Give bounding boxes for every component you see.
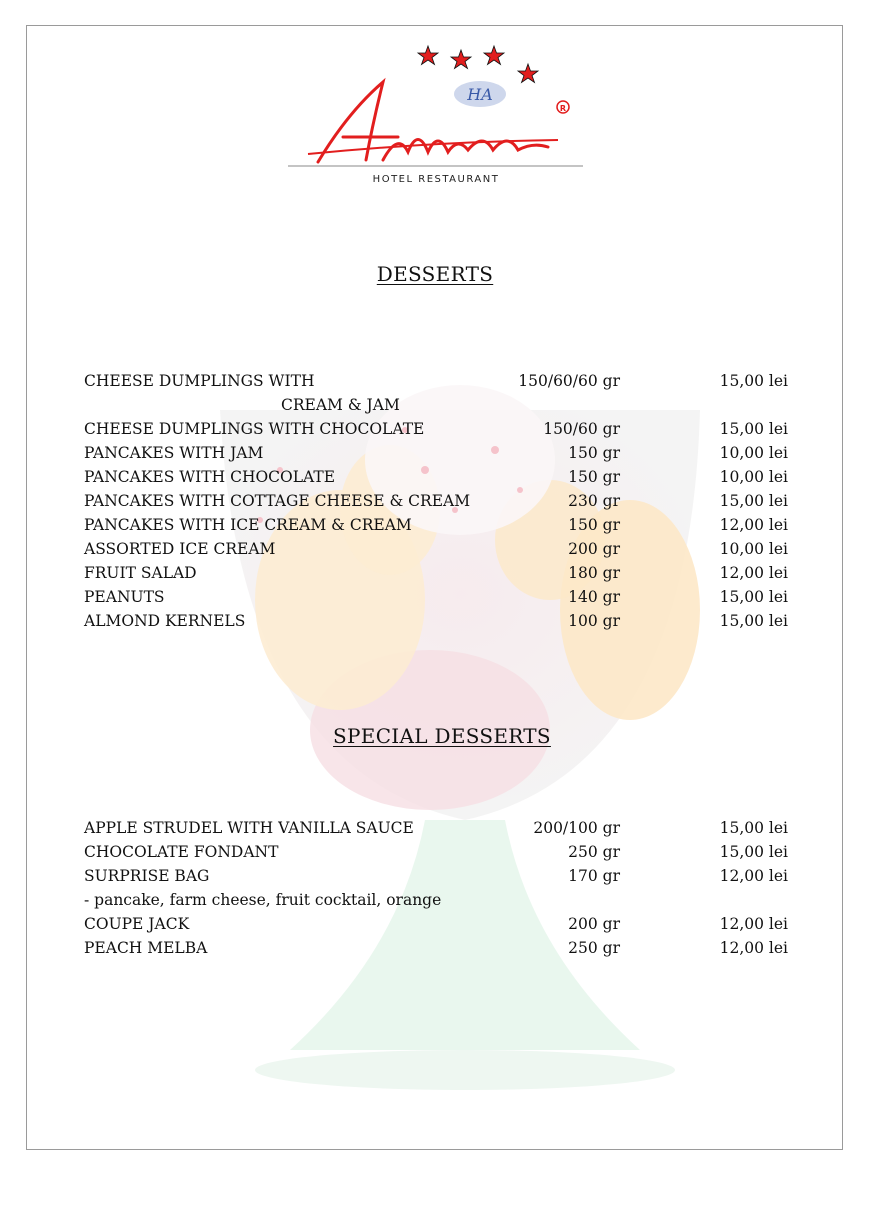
menu-item [84, 561, 794, 585]
menu-item [84, 513, 794, 537]
item-weight: 200 gr [568, 540, 620, 558]
item-name: ALMOND KERNELS [84, 612, 246, 630]
svg-text:HA: HA [467, 85, 493, 104]
item-price: 12,00 lei [719, 915, 788, 933]
menu-item [84, 441, 794, 465]
menu-item [84, 369, 794, 393]
menu-item [84, 537, 794, 561]
item-weight: 230 gr [568, 492, 620, 510]
item-weight: 150/60 gr [543, 420, 620, 438]
item-name: COUPE JACK [84, 915, 190, 933]
item-price: 15,00 lei [719, 843, 788, 861]
item-price: 10,00 lei [719, 540, 788, 558]
item-subline: - pancake, farm cheese, fruit cocktail, orange [84, 891, 442, 909]
item-price: 15,00 lei [719, 588, 788, 606]
item-name: PEANUTS [84, 588, 165, 606]
item-weight: 200/100 gr [533, 819, 620, 837]
item-subline: CREAM & JAM [281, 396, 400, 414]
menu-item [84, 417, 794, 441]
item-weight: 100 gr [568, 612, 620, 630]
star-icon [418, 46, 538, 83]
item-weight: 150 gr [568, 468, 620, 486]
item-name: ASSORTED ICE CREAM [84, 540, 276, 558]
item-price: 12,00 lei [719, 939, 788, 957]
menu-item [84, 585, 794, 609]
item-price: 15,00 lei [719, 612, 788, 630]
item-name: CHEESE DUMPLINGS WITH [84, 372, 315, 390]
item-name: CHOCOLATE FONDANT [84, 843, 279, 861]
menu-item [84, 840, 794, 864]
item-name: SURPRISE BAG [84, 867, 210, 885]
item-name: APPLE STRUDEL WITH VANILLA SAUCE [84, 819, 414, 837]
item-price: 10,00 lei [719, 468, 788, 486]
item-name: FRUIT SALAD [84, 564, 197, 582]
item-weight: 140 gr [568, 588, 620, 606]
item-price: 12,00 lei [719, 867, 788, 885]
item-weight: 150 gr [568, 444, 620, 462]
item-name: CHEESE DUMPLINGS WITH CHOCOLATE [84, 420, 425, 438]
item-weight: 180 gr [568, 564, 620, 582]
section-title-special-desserts: SPECIAL DESSERTS [333, 724, 551, 748]
menu-item [84, 816, 794, 840]
item-price: 15,00 lei [719, 819, 788, 837]
item-weight: 200 gr [568, 915, 620, 933]
menu-item [84, 609, 794, 633]
item-name: PANCAKES WITH COTTAGE CHEESE & CREAM [84, 492, 471, 510]
svg-text:HOTEL RESTAURANT: HOTEL RESTAURANT [372, 174, 500, 185]
item-price: 10,00 lei [719, 444, 788, 462]
svg-text:R: R [559, 104, 567, 113]
menu-item [84, 864, 794, 888]
item-price: 12,00 lei [719, 564, 788, 582]
item-weight: 170 gr [568, 867, 620, 885]
item-price: 15,00 lei [719, 372, 788, 390]
menu-item [84, 912, 794, 936]
menu-item [84, 936, 794, 960]
section-title-desserts: DESSERTS [376, 262, 494, 286]
item-weight: 250 gr [568, 939, 620, 957]
item-price: 12,00 lei [719, 516, 788, 534]
item-weight: 150/60/60 gr [518, 372, 620, 390]
item-weight: 150 gr [568, 516, 620, 534]
menu-item [84, 465, 794, 489]
item-price: 15,00 lei [719, 420, 788, 438]
item-name: PANCAKES WITH CHOCOLATE [84, 468, 336, 486]
menu-item [84, 489, 794, 513]
item-name: PANCAKES WITH ICE CREAM & CREAM [84, 516, 412, 534]
item-name: PEACH MELBA [84, 939, 208, 957]
item-price: 15,00 lei [719, 492, 788, 510]
item-name: PANCAKES WITH JAM [84, 444, 264, 462]
item-weight: 250 gr [568, 843, 620, 861]
hotel-logo [288, 42, 583, 187]
